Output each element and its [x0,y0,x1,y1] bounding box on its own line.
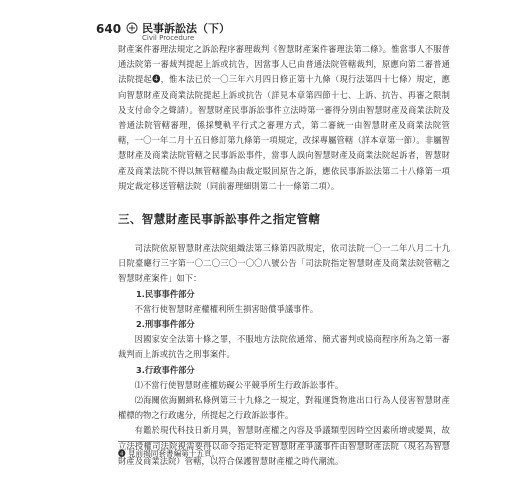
main-content [118,40,450,469]
footnote: ❹ 見前揭同套書編第十五頁。 [118,449,220,458]
page-number: 640 [96,22,122,36]
book-subtitle: Civil Procedure [142,34,195,42]
item-3-text-2: ⑵海關依海關緝私條例第三十九條之一規定，對報運貨物進出口行為人侵害智慧財產權標的物之行政處分，所提起之行政訴訟事件。 [118,395,450,421]
item-3-text-1: ⑴不當行使智慧財產權妨礙公平競爭所生行政訴訟事件。 [134,379,344,390]
paragraph-1: 財產案件審理法規定之訴訟程序審理裁判《智慧財產案件審理法第二條》。惟當事人不服普通法院第一審裁判提起上訴或抗告，因當事人已由普通法院管轄裁判，原應向第二審普通法院提起❹，惟本法已於一〇三年六月四日修正第十九條（現行法第四十七條）規定，應向智慧財產及商業法院提起上訴或抗告（詳見本章第四節十七、上訴、抗告、再審之限制及支付命令之聲請）。智慧財產民事訴訟事件立法時第一審得分別由智慧財產及商業法院及普通法院管轄審理，係採雙軌平行式之審理方式，第二審統一由智慧財產及商業法院管轄，一〇一年二月十五日修訂第九條第一項規定，改採專屬管轄（詳本章第一節）。非屬智慧財產及商業法院管轄之民事訴訟事件，當事人誤向智慧財產及商業法院起訴者，智慧財產及商業法院不得以無管轄權為由裁定駁回原告之訴，應依民事訴訟法第二十八條第一項規定裁定移送管轄法院（同前審理細則第二十一條第二項）。 [118,44,450,191]
paragraph-3: 有鑑於現代科技日新月異，智慧財產權之內容及爭議類型因時空因素所增或變異，故立法授權司法院視需要得以命令指定特定智慧財產爭議事件由智慧財產法院（現名為智慧財產及商業法院）管轄，以符合保護智慧財產權之時代潮流。 [118,425,450,466]
item-2-text: 因國家安全法第十條之罪，不服地方法院依通常、簡式審判或協商程序所為之第一審裁判而上訴或抗告之刑事案件。 [118,334,450,360]
paragraph-2: 司法院依原智慧財產法院組織法第三條第四款規定，依司法院一〇一二年八月二十九日院臺廳行三字第一〇二〇三〇一〇〇八號公告「司法院指定智慧財產及商業法院管轄之智慧財產案件」如下： [118,243,450,284]
book-emblem-icon [126,22,138,34]
item-2-title: 2.刑事事件部分 [136,319,195,330]
item-1-title: 1.民事事件部分 [136,288,195,299]
item-1-text: 不當行使智慧財產權權利所生損害賠償爭議事件。 [134,303,319,314]
book-title: 民事訴訟法（下） [142,22,230,35]
item-3-title: 3.行政事件部分 [136,364,195,375]
section-heading: 三、智慧財產民事訴訟事件之指定管轄 [118,212,321,227]
footnote-divider [118,441,450,442]
